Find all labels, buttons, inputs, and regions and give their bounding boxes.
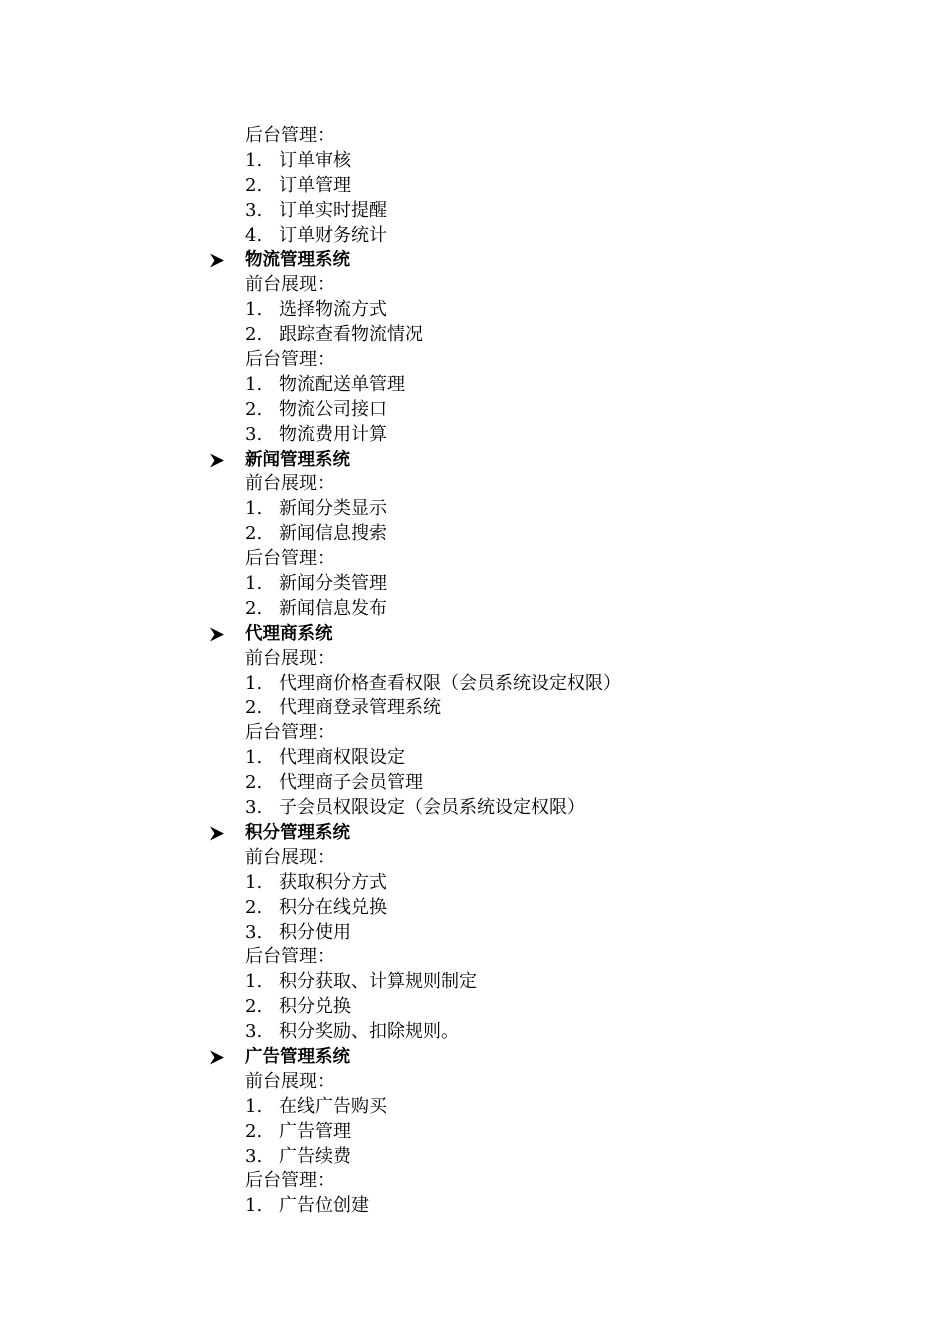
list-item-text: 物流配送单管理: [279, 373, 405, 395]
list-item-number: 1.: [245, 1095, 263, 1117]
list-item: [0, 398, 950, 423]
list-item-number: 2.: [245, 1120, 263, 1142]
list-item: [0, 224, 950, 249]
list-item: [0, 896, 950, 921]
list-item-number: 1.: [245, 299, 263, 321]
list-item: [0, 1120, 950, 1145]
section-heading-text: 物流管理系统: [245, 250, 350, 271]
list-item-number: 1.: [245, 747, 263, 769]
list-item-text: 代理商权限设定: [279, 747, 405, 769]
subsection-label: 后台管理：: [245, 946, 335, 968]
list-item-number: 1.: [245, 498, 263, 520]
list-item-number: 3.: [245, 921, 263, 943]
list-item-text: 积分获取、计算规则制定: [279, 971, 477, 993]
arrowhead-bullet-icon: [209, 448, 229, 473]
list-item-number: 3.: [245, 1021, 263, 1043]
list-item-text: 订单管理: [279, 174, 351, 196]
list-item: [0, 871, 950, 896]
subsection-label: 前台展现：: [245, 274, 335, 296]
list-item-number: 2.: [245, 174, 263, 196]
list-item: [0, 323, 950, 348]
subsection-label: 后台管理：: [245, 125, 335, 146]
arrowhead-bullet-icon: [209, 821, 229, 846]
subsection-label: 前台展现：: [245, 846, 335, 868]
list-item-text: 新闻信息搜索: [279, 523, 387, 545]
list-item: [0, 1145, 950, 1170]
list-item: [0, 597, 950, 622]
list-item-number: 3.: [245, 1145, 263, 1167]
section-heading: [0, 448, 950, 473]
subsection-label: 后台管理：: [245, 548, 335, 570]
list-item: [0, 672, 950, 697]
list-item-number: 1.: [245, 871, 263, 893]
section-heading: [0, 248, 950, 273]
list-item-number: 3.: [245, 199, 263, 221]
list-item: [0, 696, 950, 721]
list-item-number: 2.: [245, 896, 263, 918]
list-item-text: 获取积分方式: [279, 871, 387, 893]
list-item: [0, 796, 950, 821]
list-item-text: 代理商登录管理系统: [279, 697, 441, 719]
list-item: [0, 423, 950, 448]
list-item: [0, 995, 950, 1020]
list-item: [0, 771, 950, 796]
list-item: [0, 1095, 950, 1120]
section-heading-text: 新闻管理系统: [245, 449, 350, 470]
list-item: [0, 199, 950, 224]
subsection-label: 前台展现：: [245, 473, 335, 495]
list-item: [0, 921, 950, 946]
section-heading: [0, 622, 950, 647]
list-item: [0, 373, 950, 398]
list-item-text: 跟踪查看物流情况: [279, 324, 423, 346]
list-item-number: 1.: [245, 971, 263, 993]
subsection-label: 前台展现：: [245, 647, 335, 669]
list-item-number: 2.: [245, 697, 263, 719]
list-item-number: 1.: [245, 373, 263, 395]
list-item-text: 订单财务统计: [279, 224, 387, 246]
list-item-text: 新闻信息发布: [279, 597, 387, 619]
list-item-text: 新闻分类显示: [279, 498, 387, 520]
arrowhead-bullet-icon: [209, 248, 229, 273]
subsection-label: 前台展现：: [245, 1070, 335, 1092]
section-heading-text: 积分管理系统: [245, 822, 350, 843]
list-item-number: 1.: [245, 1195, 263, 1217]
list-item-number: 2.: [245, 996, 263, 1018]
list-item-text: 积分兑换: [279, 996, 351, 1018]
list-item-number: 3.: [245, 423, 263, 445]
section-heading-text: 广告管理系统: [245, 1046, 350, 1067]
list-item: [0, 522, 950, 547]
list-item-text: 订单实时提醒: [279, 199, 387, 221]
list-item: [0, 970, 950, 995]
list-item-number: 2.: [245, 523, 263, 545]
subsection-label: 后台管理：: [245, 349, 335, 371]
list-item-number: 1.: [245, 149, 263, 171]
list-item-text: 子会员权限设定（会员系统设定权限）: [279, 797, 585, 819]
list-item-text: 物流费用计算: [279, 423, 387, 445]
document-body: [0, 124, 950, 1219]
section-heading: [0, 821, 950, 846]
section-heading-text: 代理商系统: [245, 623, 333, 644]
arrowhead-bullet-icon: [209, 1045, 229, 1070]
list-item-text: 订单审核: [279, 149, 351, 171]
list-item-text: 广告管理: [279, 1120, 351, 1142]
list-item-number: 4.: [245, 224, 263, 246]
list-item-text: 新闻分类管理: [279, 573, 387, 595]
list-item-number: 2.: [245, 772, 263, 794]
list-item-text: 物流公司接口: [279, 398, 387, 420]
list-item-number: 2.: [245, 597, 263, 619]
list-item-text: 积分在线兑换: [279, 896, 387, 918]
list-item-text: 积分奖励、扣除规则。: [279, 1021, 459, 1043]
section-heading: [0, 1045, 950, 1070]
list-item-number: 1.: [245, 573, 263, 595]
list-item-number: 2.: [245, 324, 263, 346]
list-item-text: 代理商价格查看权限（会员系统设定权限）: [279, 672, 621, 694]
list-item: [0, 298, 950, 323]
list-item: [0, 149, 950, 174]
list-item-number: 3.: [245, 797, 263, 819]
list-item-text: 积分使用: [279, 921, 351, 943]
list-item-text: 选择物流方式: [279, 299, 387, 321]
list-item-text: 代理商子会员管理: [279, 772, 423, 794]
list-item-text: 广告续费: [279, 1145, 351, 1167]
list-item-text: 在线广告购买: [279, 1095, 387, 1117]
list-item: [0, 174, 950, 199]
list-item: [0, 746, 950, 771]
subsection-label: 后台管理：: [245, 1170, 335, 1192]
subsection-label: 后台管理：: [245, 722, 335, 744]
list-item: [0, 1194, 950, 1219]
list-item: [0, 1020, 950, 1045]
list-item: [0, 572, 950, 597]
list-item: [0, 497, 950, 522]
arrowhead-bullet-icon: [209, 622, 229, 647]
list-item-text: 广告位创建: [279, 1195, 369, 1217]
list-item-number: 1.: [245, 672, 263, 694]
list-item-number: 2.: [245, 398, 263, 420]
